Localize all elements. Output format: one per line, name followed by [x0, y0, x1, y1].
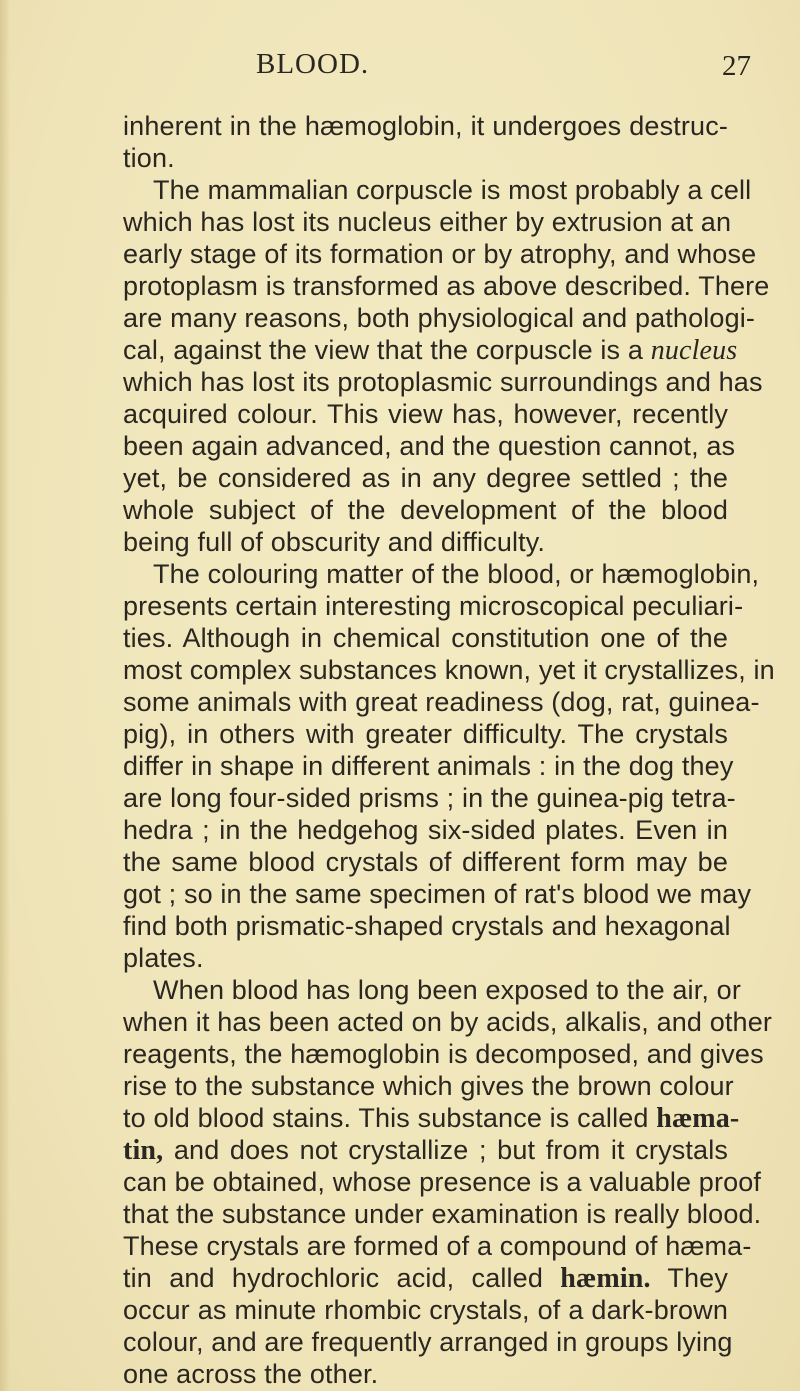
paragraph-start-line: When blood has long been exposed to the air, or	[153, 975, 741, 1005]
text-line: tion.	[123, 143, 175, 173]
bold-term: hæma-	[656, 1103, 740, 1134]
text-line: that the substance under examination is really blood.	[123, 1199, 762, 1229]
text-line: rise to the substance which gives the brown colour	[123, 1071, 734, 1101]
text-segment: They	[667, 1263, 728, 1293]
text-line: are many reasons, both physiological and pathologi-	[123, 303, 756, 333]
text-line: occur as minute rhombic crystals, of a dark-brown	[123, 1295, 728, 1325]
text-line: most complex substances known, yet it crystallizes, in	[123, 655, 775, 685]
text-line: one across the other.	[123, 1359, 379, 1389]
text-line: being full of obscurity and difficulty.	[123, 527, 546, 557]
text-segment: tin and hydrochloric acid, called	[123, 1263, 543, 1293]
text-line: early stage of its formation or by atrophy, and whose	[123, 239, 757, 269]
text-line: protoplasm is transformed as above described. There	[123, 271, 770, 301]
italic-term: nucleus	[650, 335, 738, 366]
text-line: hedra ; in the hedgehog six-sided plates. Even in	[123, 815, 728, 845]
text-line: inherent in the hæmoglobin, it undergoes destruc-	[123, 111, 728, 141]
text-line	[123, 1102, 740, 1135]
text-line: ties. Although in chemical constitution one of the	[123, 623, 728, 653]
text-line: some animals with great readiness (dog, rat, guinea-	[123, 687, 760, 717]
text-line: plates.	[123, 943, 204, 973]
bold-term: tin,	[123, 1135, 164, 1166]
paragraph-start-line: The colouring matter of the blood, or hæmoglobin,	[153, 559, 760, 589]
text-line: which has lost its protoplasmic surroundings and has	[123, 367, 763, 397]
text-line: find both prismatic-shaped crystals and hexagonal	[123, 911, 731, 941]
text-line: whole subject of the development of the blood	[123, 495, 728, 525]
text-line: reagents, the hæmoglobin is decomposed, and gives	[123, 1039, 764, 1069]
text-line: yet, be considered as in any degree settled ; the	[123, 463, 728, 493]
text-segment: and does not crystallize ; but from it crystals	[173, 1135, 728, 1165]
text-line: differ in shape in different animals : in the dog they	[123, 751, 734, 781]
page-number: 27	[722, 50, 751, 82]
text-line: the same blood crystals of different form may be	[123, 847, 728, 877]
text-line: which has lost its nucleus either by extrusion at an	[123, 207, 732, 237]
text-line: These crystals are formed of a compound of hæma-	[123, 1231, 752, 1261]
text-line: are long four-sided prisms ; in the guinea-pig tetra-	[123, 783, 736, 813]
text-segment: cal, against the view that the corpuscle is a	[123, 335, 644, 365]
text-line	[123, 1134, 728, 1167]
text-line: when it has been acted on by acids, alkalis, and other	[123, 1007, 773, 1037]
running-title: BLOOD.	[256, 48, 370, 80]
text-line: pig), in others with greater difficulty. The crystals	[123, 719, 728, 749]
text-line: presents certain interesting microscopical peculiari-	[123, 591, 744, 621]
text-line	[123, 1262, 728, 1295]
text-line: acquired colour. This view has, however, recently	[123, 399, 728, 429]
text-line: been again advanced, and the question cannot, as	[123, 431, 736, 461]
text-line: can be obtained, whose presence is a valuable proof	[123, 1167, 762, 1197]
text-line: got ; so in the same specimen of rat's blood we may	[123, 879, 752, 909]
text-line	[123, 334, 738, 367]
text-line: colour, and are frequently arranged in groups lying	[123, 1327, 733, 1357]
paragraph-start-line: The mammalian corpuscle is most probably a cell	[153, 175, 752, 205]
text-segment: to old blood stains. This substance is called	[123, 1103, 649, 1133]
bold-term: hæmin.	[560, 1263, 651, 1294]
